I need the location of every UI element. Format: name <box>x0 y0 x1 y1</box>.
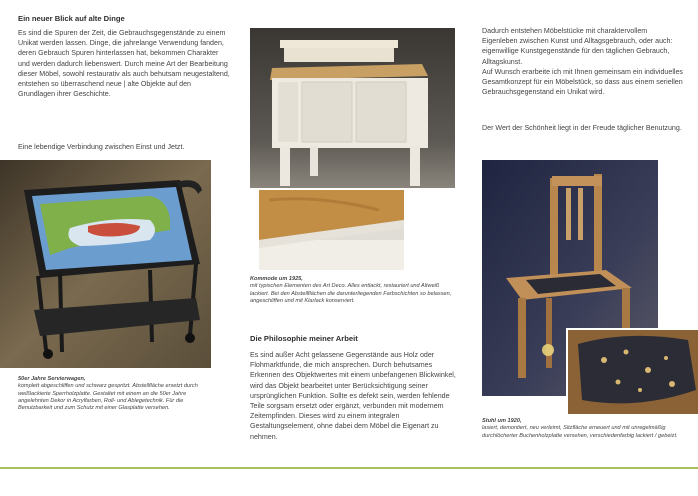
caption-stuhl <box>482 418 692 440</box>
photo-servierwagen <box>0 160 211 368</box>
intro-closing-line: Eine lebendige Verbindung zwischen Einst und Jetzt. <box>18 143 185 151</box>
caption-servierwagen <box>18 376 218 412</box>
caption-kommode <box>250 276 460 305</box>
philosophie-paragraph: Es sind außer Acht gelassene Gegenstände aus Holz oder Flohmarktfunde, die mich ansprechen. Durch behutsames Erkennen des Objektwertes mit einem unbefangenen Blickwinkel, wird das Objekt bearbeitet unter Berücksichtigung seiner ursprünglichen Funktion. Sollte es defekt sein, werden fehlende Teile sorgsam ersetzt oder ergänzt, verbunden mit modernem Zeitempfinden. Dieses wird zu einem integralen Gestaltungselement, ohne dabei dem Möbel die Eigenart zu nehmen. <box>250 351 456 441</box>
caption-kommode-text: mit typischen Elementen des Art Deco. Alles entlackt, restauriert und Altweiß lackiert. Bei den Abstellflächen die darunterliegenden Farbschichten so belassen, angeschliffen und mit Klarlack konserviert. <box>250 283 452 304</box>
column3-paragraph-1: Dadurch entstehen Möbelstücke mit charaktervollem Eigenleben zwischen Kunst und Alltagsgebrauch, oder auch: eigenwillige Kunstgegenstände für den täglichen Gebrauch, Alltagskunst. <box>482 27 673 66</box>
heading-philosophie: Die Philosophie meiner Arbeit <box>250 334 358 343</box>
caption-kommode-title: Kommode um 1925, <box>250 276 303 282</box>
photo-kommode <box>250 28 455 188</box>
footer-accent-line <box>0 467 698 469</box>
column3-paragraph-3: Der Wert der Schönheit liegt in der Freude täglicher Benutzung. <box>482 124 682 132</box>
photo-kommode-detail <box>257 188 406 272</box>
caption-servierwagen-text: komplett abgeschliffen und schwarz gespritzt. Abstellfläche ersetzt durch weißlackierte Sperrholzplatte. Gestaltet mit einem an die 50er Jahre angelehnten Dekor in Acrylfarben, Roll- und Ablegetechnik. Für die Benutzbarkeit und zum Schutz mit einer Glasplatte versehen. <box>18 383 198 412</box>
intro-paragraph: Es sind die Spuren der Zeit, die Gebrauchsgegenstände zu einem Unikat werden lassen. Dinge, die jahrelange Verwendung fanden, deren Gebrauch Spuren hinterlassen hat, bekommen Charakter und werden dadurch liebenswert. Durch meine Art der Bearbeitung dieser Möbel, sowohl restaurativ als auch behutsam neugestaltend, entstehen so überraschend neue | alte Objekte auf den Grundlagen ihrer Geschichte. <box>18 29 230 99</box>
caption-stuhl-title: Stuhl um 1920, <box>482 418 522 424</box>
photo-stuhl-detail <box>566 328 698 416</box>
caption-stuhl-text: lasiert, demontiert, neu verleimt, Sitzfläche erneuert und mit unregelmäßig durchlöcherter Buchenholzplatte versehen, verschiedenfarbig lackiert / gebeizt. <box>482 425 678 439</box>
heading-neuer-blick: Ein neuer Blick auf alte Dinge <box>18 14 125 23</box>
column3-paragraph-2: Auf Wunsch erarbeite ich mit Ihnen gemeinsam ein individuelles Gesamtkonzept für ein Möbelstück, so dass aus einem seriellen Gebrauchsgegenstand ein Unikat wird. <box>482 68 683 97</box>
caption-servierwagen-title: 50er Jahre Servierwagen, <box>18 376 86 382</box>
